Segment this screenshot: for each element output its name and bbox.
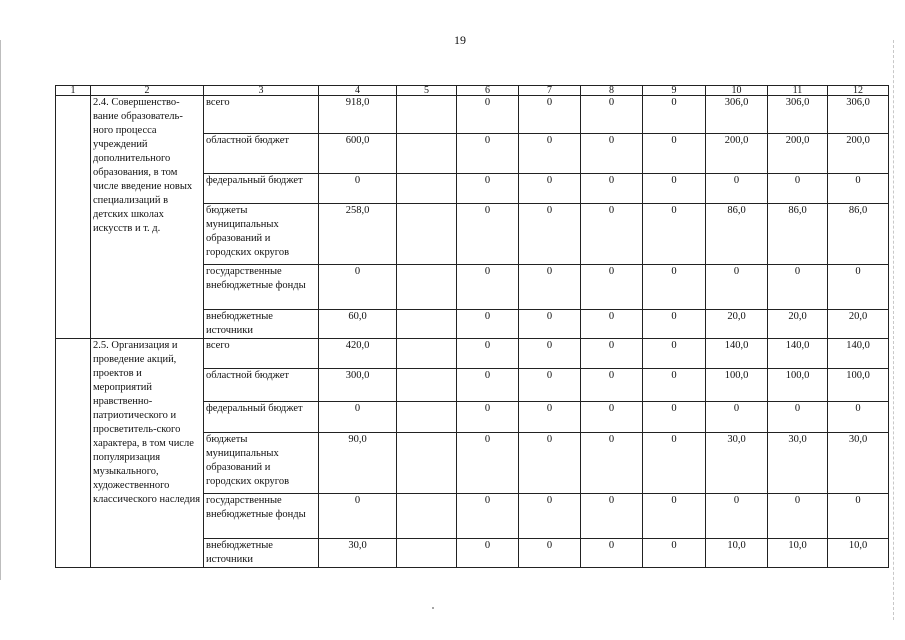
- value-cell: 0: [581, 402, 643, 433]
- value-cell: 0: [643, 310, 706, 339]
- total-value-cell: 30,0: [319, 539, 397, 568]
- row-number-cell: [56, 96, 91, 339]
- value-cell: 0: [828, 265, 889, 310]
- value-cell: 0: [581, 369, 643, 402]
- value-cell: 0: [457, 96, 519, 134]
- value-cell: 0: [828, 174, 889, 204]
- total-value-cell: 0: [319, 494, 397, 539]
- value-cell: 0: [457, 265, 519, 310]
- funding-source-cell: федеральный бюджет: [204, 402, 319, 433]
- value-cell: 200,0: [768, 134, 828, 174]
- value-cell: 140,0: [828, 339, 889, 369]
- value-cell: 0: [768, 494, 828, 539]
- value-cell: 0: [581, 265, 643, 310]
- value-cell: [397, 134, 457, 174]
- value-cell: [397, 494, 457, 539]
- value-cell: 0: [519, 134, 581, 174]
- value-cell: 10,0: [768, 539, 828, 568]
- scan-speck: [432, 607, 434, 609]
- value-cell: 30,0: [768, 433, 828, 494]
- funding-source-cell: областной бюджет: [204, 134, 319, 174]
- value-cell: 30,0: [706, 433, 768, 494]
- value-cell: 0: [519, 310, 581, 339]
- value-cell: 0: [706, 265, 768, 310]
- value-cell: [397, 174, 457, 204]
- value-cell: 0: [768, 402, 828, 433]
- scan-right-edge: [893, 40, 894, 620]
- value-cell: 0: [519, 204, 581, 265]
- funding-source-cell: государственные внебюджетные фонды: [204, 494, 319, 539]
- value-cell: 0: [768, 265, 828, 310]
- column-number-cell: 11: [768, 86, 828, 96]
- value-cell: 86,0: [768, 204, 828, 265]
- value-cell: 20,0: [706, 310, 768, 339]
- row-number-cell: [56, 339, 91, 568]
- value-cell: [397, 433, 457, 494]
- funding-source-cell: внебюджетные источники: [204, 539, 319, 568]
- funding-source-cell: областной бюджет: [204, 369, 319, 402]
- value-cell: 0: [643, 494, 706, 539]
- value-cell: 0: [643, 369, 706, 402]
- value-cell: 200,0: [706, 134, 768, 174]
- value-cell: 200,0: [828, 134, 889, 174]
- value-cell: 0: [643, 539, 706, 568]
- total-value-cell: 90,0: [319, 433, 397, 494]
- value-cell: 0: [457, 339, 519, 369]
- column-number-cell: 5: [397, 86, 457, 96]
- value-cell: 100,0: [768, 369, 828, 402]
- value-cell: 0: [457, 539, 519, 568]
- funding-source-cell: федеральный бюджет: [204, 174, 319, 204]
- value-cell: 0: [643, 174, 706, 204]
- value-cell: [397, 369, 457, 402]
- value-cell: 0: [768, 174, 828, 204]
- total-value-cell: 420,0: [319, 339, 397, 369]
- total-value-cell: 0: [319, 174, 397, 204]
- value-cell: 0: [643, 339, 706, 369]
- value-cell: 0: [828, 402, 889, 433]
- value-cell: 0: [581, 204, 643, 265]
- value-cell: 0: [706, 402, 768, 433]
- total-value-cell: 300,0: [319, 369, 397, 402]
- value-cell: 0: [643, 402, 706, 433]
- budget-table: [55, 85, 889, 568]
- value-cell: [397, 339, 457, 369]
- total-value-cell: 258,0: [319, 204, 397, 265]
- value-cell: 0: [828, 494, 889, 539]
- column-number-cell: 12: [828, 86, 889, 96]
- scan-left-edge: [0, 40, 1, 580]
- funding-source-cell: всего: [204, 339, 319, 369]
- value-cell: 0: [706, 494, 768, 539]
- value-cell: 100,0: [828, 369, 889, 402]
- column-number-cell: 2: [91, 86, 204, 96]
- value-cell: 20,0: [828, 310, 889, 339]
- total-value-cell: 0: [319, 402, 397, 433]
- value-cell: 0: [457, 310, 519, 339]
- value-cell: 0: [643, 204, 706, 265]
- value-cell: 306,0: [768, 96, 828, 134]
- funding-source-cell: внебюджетные источники: [204, 310, 319, 339]
- value-cell: 0: [581, 96, 643, 134]
- funding-source-cell: государственные внебюджетные фонды: [204, 265, 319, 310]
- value-cell: 86,0: [706, 204, 768, 265]
- value-cell: [397, 265, 457, 310]
- section-title-cell: 2.5. Организация и проведение акций, проектов и мероприятий нравственно-патриотического и просветитель-ского характера, в том числе популяризация музыкального, художественного классического наследия: [91, 339, 204, 568]
- value-cell: 140,0: [768, 339, 828, 369]
- column-number-row: [56, 86, 889, 96]
- column-number-cell: 4: [319, 86, 397, 96]
- column-number-cell: 6: [457, 86, 519, 96]
- value-cell: 0: [581, 134, 643, 174]
- page-number: 19: [454, 33, 466, 47]
- value-cell: 0: [457, 369, 519, 402]
- value-cell: 0: [519, 539, 581, 568]
- value-cell: 0: [519, 369, 581, 402]
- value-cell: 0: [643, 433, 706, 494]
- value-cell: 0: [519, 265, 581, 310]
- value-cell: 0: [519, 96, 581, 134]
- total-value-cell: 0: [319, 265, 397, 310]
- funding-source-cell: бюджеты муниципальных образований и городских округов: [204, 204, 319, 265]
- value-cell: 0: [643, 134, 706, 174]
- column-number-cell: 10: [706, 86, 768, 96]
- value-cell: 0: [581, 539, 643, 568]
- value-cell: 306,0: [706, 96, 768, 134]
- section-title-cell: 2.4. Совершенство-вание образователь-ного процесса учреждений дополнительного образования, в том числе введение новых специализаций в детских школах искусств и т. д.: [91, 96, 204, 339]
- table-body: [56, 86, 889, 568]
- value-cell: 0: [581, 433, 643, 494]
- total-value-cell: 918,0: [319, 96, 397, 134]
- value-cell: 0: [457, 402, 519, 433]
- value-cell: 10,0: [828, 539, 889, 568]
- column-number-cell: 9: [643, 86, 706, 96]
- value-cell: 86,0: [828, 204, 889, 265]
- value-cell: 0: [581, 174, 643, 204]
- value-cell: 0: [581, 339, 643, 369]
- value-cell: 0: [519, 339, 581, 369]
- table-row: [56, 339, 889, 369]
- value-cell: 0: [643, 265, 706, 310]
- value-cell: 0: [706, 174, 768, 204]
- value-cell: [397, 539, 457, 568]
- value-cell: 100,0: [706, 369, 768, 402]
- value-cell: 0: [457, 134, 519, 174]
- value-cell: 30,0: [828, 433, 889, 494]
- value-cell: 10,0: [706, 539, 768, 568]
- funding-source-cell: бюджеты муниципальных образований и городских округов: [204, 433, 319, 494]
- value-cell: 0: [581, 494, 643, 539]
- value-cell: [397, 402, 457, 433]
- value-cell: 306,0: [828, 96, 889, 134]
- column-number-cell: 7: [519, 86, 581, 96]
- value-cell: 0: [519, 433, 581, 494]
- value-cell: [397, 96, 457, 134]
- value-cell: 0: [457, 174, 519, 204]
- total-value-cell: 60,0: [319, 310, 397, 339]
- value-cell: [397, 310, 457, 339]
- funding-source-cell: всего: [204, 96, 319, 134]
- table-row: [56, 96, 889, 134]
- value-cell: 0: [581, 310, 643, 339]
- value-cell: 0: [519, 174, 581, 204]
- value-cell: 0: [643, 96, 706, 134]
- column-number-cell: 8: [581, 86, 643, 96]
- value-cell: [397, 204, 457, 265]
- value-cell: 0: [457, 433, 519, 494]
- value-cell: 0: [519, 402, 581, 433]
- value-cell: 0: [519, 494, 581, 539]
- total-value-cell: 600,0: [319, 134, 397, 174]
- value-cell: 20,0: [768, 310, 828, 339]
- value-cell: 140,0: [706, 339, 768, 369]
- value-cell: 0: [457, 494, 519, 539]
- column-number-cell: 3: [204, 86, 319, 96]
- value-cell: 0: [457, 204, 519, 265]
- column-number-cell: 1: [56, 86, 91, 96]
